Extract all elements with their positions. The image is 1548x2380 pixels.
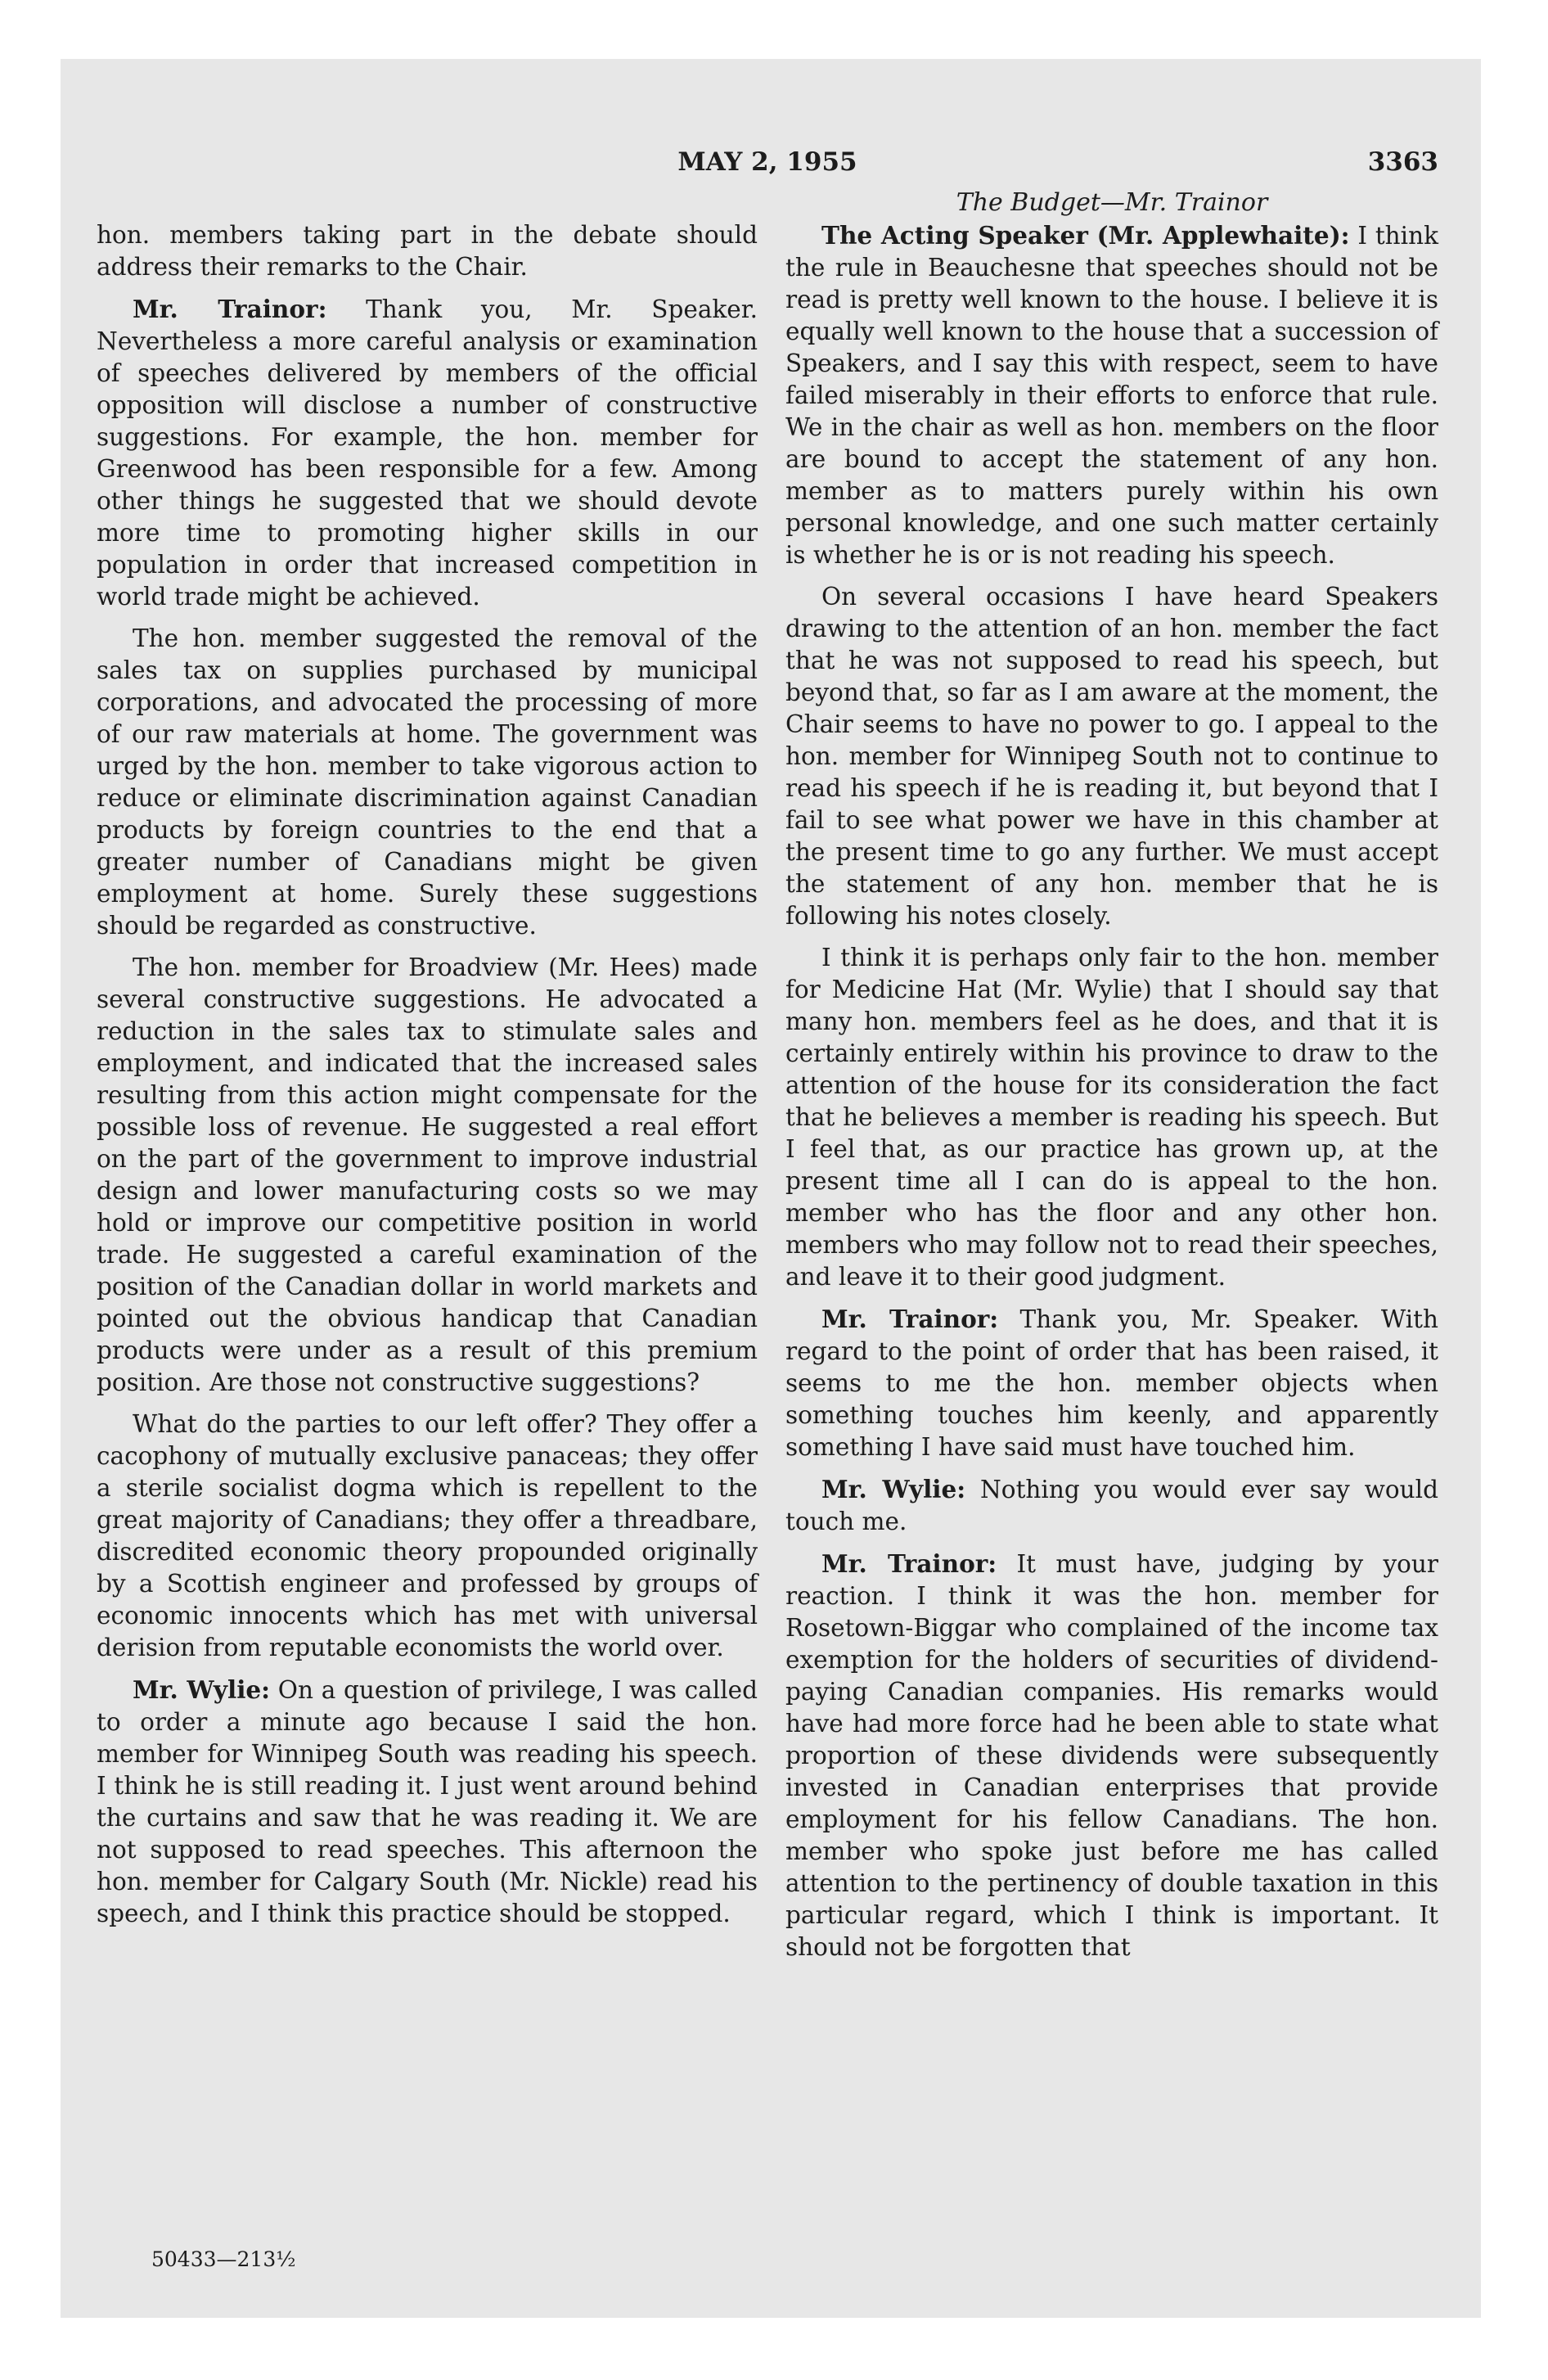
paragraph-text: On a question of privilege, I was called to order a minute ago because I said the hon. member for Winnipeg South was reading his speech. I think he is still reading it. I just went around behind the curtains and saw that he was reading it. We are not supposed to read speeches. This afternoon the hon. member for Calgary South (Mr. Nickle) read his speech, and I think this practice should be stopped. [97,1676,758,1927]
speaker-name: Mr. Wylie: [821,1475,966,1503]
page-number: 3363 [1367,147,1438,177]
paragraph: What do the parties to our left offer? They offer a cacophony of mutually exclusive panaceas; they offer a sterile socialist dogma which is repellent to the great majority of Canadians; they offer a threadbare, discredited economic theory propounded originally by a Scottish engineer and professed by groups of economic innocents which has met with universal derision from reputable economists the world over. [97,1410,758,1661]
paragraph: The hon. member suggested the removal of the sales tax on supplies purchased by municipal corporations, and advocated the processing of more of our raw materials at home. The government was urged by the hon. member to take vigorous action to reduce or eliminate discrimination against Canadian products by foreign countries to the end that a greater number of Canadians might be given employment at home. Surely these suggestions should be regarded as constructive. [97,624,758,940]
paragraph [785,219,1438,571]
paragraph [785,1548,1438,1963]
left-column [97,219,758,1930]
paragraph-text: Thank you, Mr. Speaker. Nevertheless a more careful analysis or examination of speeches delivered by members of the official opposition will disclose a number of constructive suggestions. For example, the hon. member for Greenwood has been responsible for a few. Among other things he suggested that we should devote more time to promoting higher skills in our population in order that increased competition in world trade might be achieved. [97,295,758,611]
paragraph: On several occasions I have heard Speakers drawing to the attention of an hon. member the fact that he was not supposed to read his speech, but beyond that, so far as I am aware at the moment, the Chair seems to have no power to go. I appeal to the hon. member for Winnipeg South not to continue to read his speech if he is reading it, but beyond that I fail to see what power we have in this chamber at the present time to go any further. We must accept the statement of any hon. member that he is following his notes closely. [785,583,1438,930]
header-date: MAY 2, 1955 [677,147,857,177]
paragraph: The hon. member for Broadview (Mr. Hees) made several constructive suggestions. He advocated a reduction in the sales tax to stimulate sales and employment, and indicated that the increased sales resulting from this action might compensate for the possible loss of revenue. He suggested a real effort on the part of the government to improve industrial design and lower manufacturing costs so we may hold or improve our competitive position in world trade. He suggested a careful examination of the position of the Canadian dollar in world markets and pointed out the obvious handicap that Canadian products were under as a result of this premium position. Are those not constructive suggestions? [97,953,758,1396]
paragraph: hon. members taking part in the debate should address their remarks to the Chair. [97,221,758,281]
right-column [785,219,1438,1963]
paragraph [785,1473,1438,1538]
speaker-name: Mr. Trainor: [133,295,327,323]
paragraph-text: I think the rule in Beauchesne that speeches should not be read is pretty well known to the house. I believe it is equally well known to the house that a succession of Speakers, and I say this with respect, seem to have failed miserably in their efforts to enforce that rule. We in the chair as well as hon. members on the floor are bound to accept the statement of any hon. member as to matters purely within his own personal knowledge, and one such matter certainly is whether he is or is not reading his speech. [785,222,1438,569]
speaker-name: The Acting Speaker (Mr. Applewhaite): [821,221,1350,250]
paragraph [97,293,758,613]
paragraph-text: Nothing you would ever say would touch me. [785,1476,1438,1535]
paragraph: I think it is perhaps only fair to the hon. member for Medicine Hat (Mr. Wylie) that I should say that many hon. members feel as he does, and that it is certainly entirely within his province to draw to the attention of the house for its consideration the fact that he believes a member is reading his speech. But I feel that, as our practice has grown up, at the present time all I can do is appeal to the hon. member who has the floor and any other hon. members who may follow not to read their speeches, and leave it to their good judgment. [785,944,1438,1291]
speaker-name: Mr. Trainor: [821,1549,997,1578]
paragraph [97,1674,758,1930]
paragraph-text: It must have, judging by your reaction. I think it was the hon. member for Rosetown-Biggar who complained of the income tax exemption for the holders of securities of dividend-paying Canadian companies. His remarks would have had more force had he been able to state what proportion of these dividends were subsequently invested in Canadian enterprises that provide employment for his fellow Canadians. The hon. member who spoke just before me has called attention to the pertinency of double taxation in this particular regard, which I think is important. It should not be forgotten that [785,1550,1438,1961]
paragraph [785,1303,1438,1463]
speaker-name: Mr. Trainor: [821,1305,999,1333]
speaker-name: Mr. Wylie: [133,1675,271,1704]
paragraph-text: Thank you, Mr. Speaker. With regard to the point of order that has been raised, it seems to me the hon. member objects when something touches him keenly, and apparently something I have said must have touched him. [785,1305,1438,1461]
running-subtitle: The Budget—Mr. Trainor [956,188,1268,217]
page-header [97,147,1438,188]
page-footer-code: 50433—213½ [151,2247,296,2271]
